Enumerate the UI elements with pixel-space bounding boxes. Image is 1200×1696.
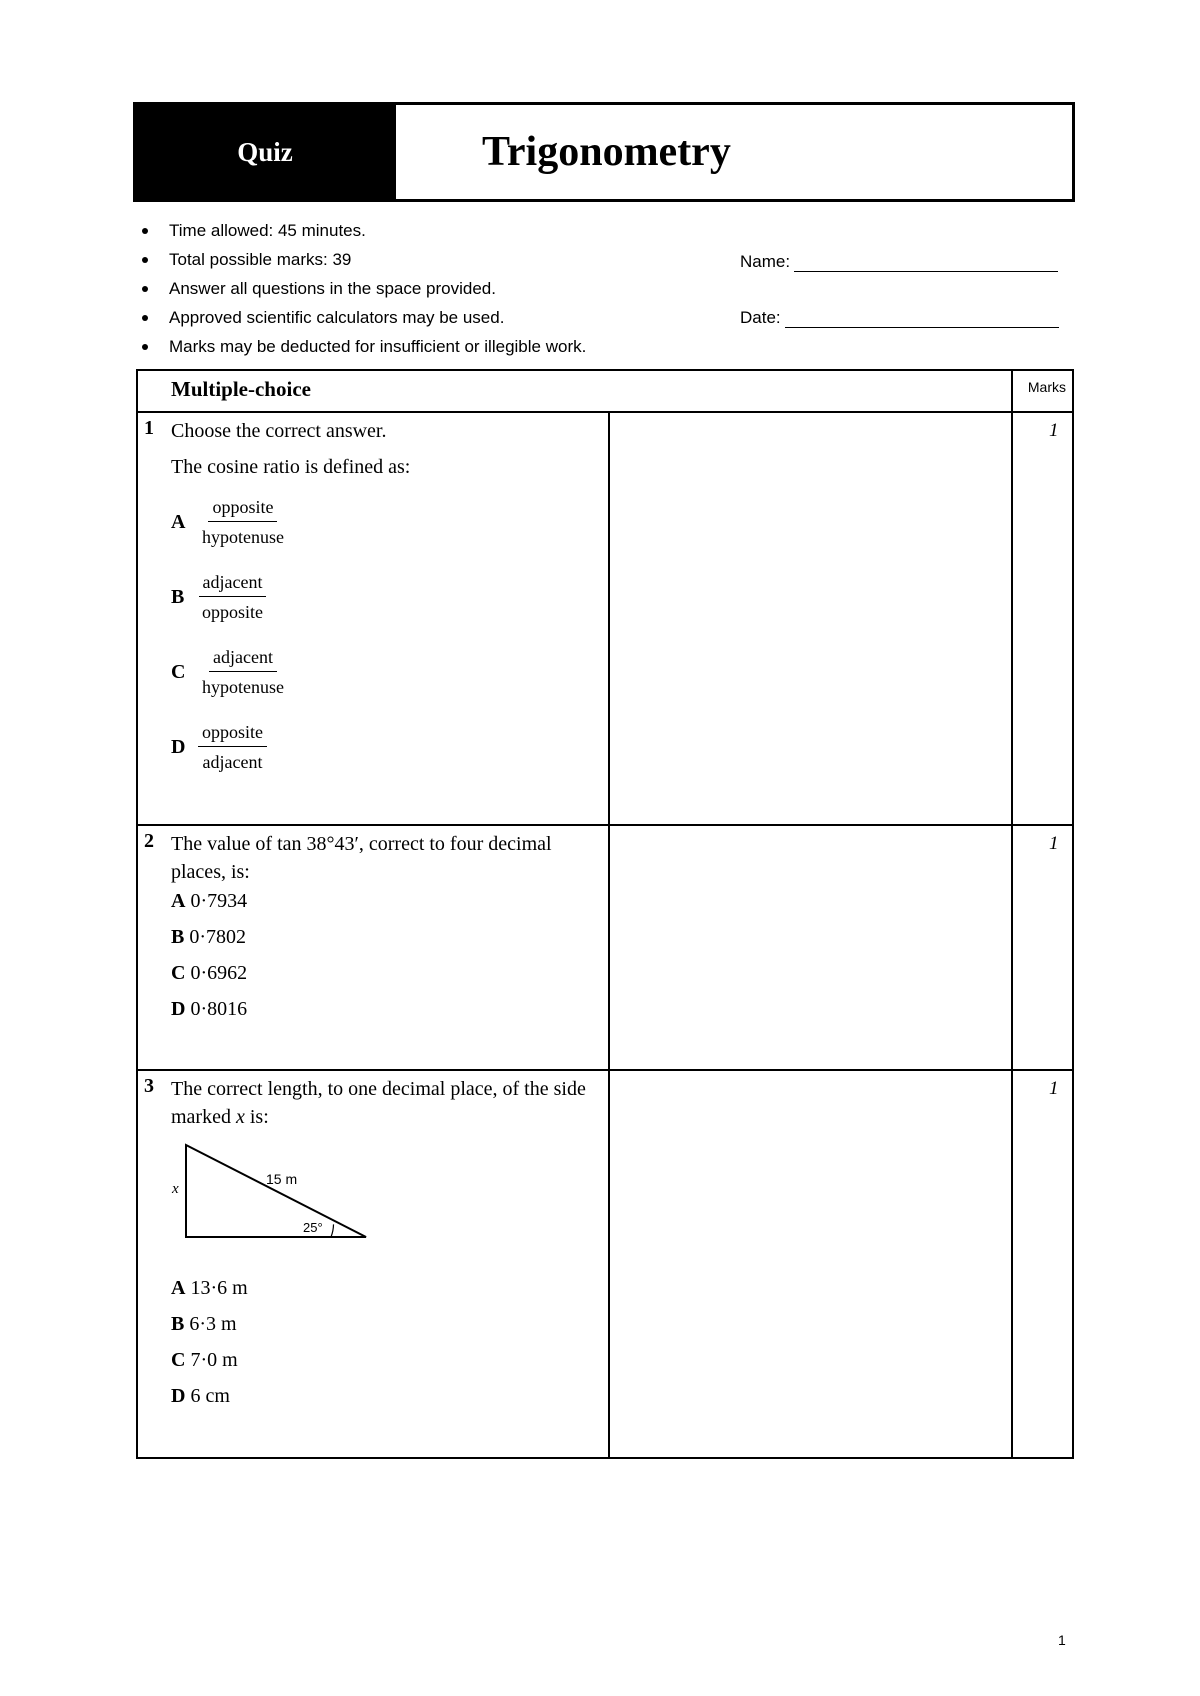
question-3-text-before: The correct length, to one decimal place, of the side marked (171, 1078, 586, 1128)
row-divider (138, 824, 1072, 826)
marks-column-header: Marks (1027, 379, 1066, 395)
name-line[interactable] (794, 253, 1058, 272)
instruction-item: Answer all questions in the space provided. (140, 274, 586, 303)
fraction (198, 570, 267, 624)
fraction-denominator: hypotenuse (202, 677, 284, 697)
answer-option-d[interactable] (171, 998, 247, 1021)
question-table (136, 369, 1074, 1459)
fraction-denominator: opposite (202, 602, 263, 622)
answer-option-d[interactable] (171, 1385, 230, 1408)
fraction-numerator: adjacent (209, 645, 277, 672)
section-title: Multiple-choice (171, 377, 311, 401)
answer-option-b[interactable] (171, 926, 246, 949)
answer-option-a[interactable] (171, 1277, 248, 1300)
date-label: Date: (740, 308, 781, 327)
date-line[interactable] (785, 309, 1059, 328)
fraction (198, 495, 288, 549)
option-letter: D (171, 1385, 186, 1407)
option-value: 0·7802 (189, 926, 247, 948)
option-value: 6·3 m (189, 1313, 237, 1335)
answer-option-c[interactable] (171, 645, 288, 699)
page-number: 1 (1058, 1632, 1066, 1648)
option-letter: A (171, 1277, 186, 1299)
answer-option-c[interactable] (171, 1349, 238, 1372)
right-triangle-shape (186, 1145, 366, 1237)
page-title: Trigonometry (394, 105, 1072, 199)
option-value: 13·6 m (190, 1277, 248, 1299)
fraction-denominator: adjacent (202, 752, 263, 772)
question-2-text: The value of tan 38°43′, correct to four decimal places, is: (171, 833, 552, 883)
option-letter: C (171, 962, 186, 984)
option-value: 0·6962 (190, 962, 248, 984)
diagram-hypotenuse-label: 15 m (266, 1171, 298, 1187)
option-value: 7·0 m (190, 1349, 238, 1371)
fraction-numerator: opposite (198, 720, 267, 747)
diagram-side-label: x (172, 1181, 179, 1197)
instruction-item: Total possible marks: 39 (140, 245, 586, 274)
question-number: 3 (144, 1075, 154, 1097)
option-value: 0·7934 (190, 890, 248, 912)
answer-option-b[interactable] (171, 570, 267, 624)
angle-arc (331, 1224, 334, 1237)
diagram-angle-label: 25° (303, 1220, 323, 1235)
answer-option-a[interactable] (171, 495, 288, 549)
fraction-denominator: hypotenuse (202, 527, 284, 547)
instructions-list (140, 216, 586, 361)
option-letter: A (171, 510, 186, 533)
question-3-text (171, 1075, 601, 1131)
option-letter: B (171, 926, 185, 948)
option-letter: B (171, 1313, 185, 1335)
answer-option-d[interactable] (171, 720, 267, 774)
option-letter: D (171, 998, 186, 1020)
fraction (198, 645, 288, 699)
quiz-header (133, 102, 1075, 202)
question-1-line: The cosine ratio is defined as: (171, 456, 411, 478)
marks-column-divider (1011, 371, 1013, 1457)
option-letter: C (171, 1349, 186, 1371)
instruction-item: Marks may be deducted for insufficient or illegible work. (140, 332, 586, 361)
question-mark: 1 (1049, 420, 1059, 441)
date-field[interactable] (740, 304, 1059, 328)
question-mark: 1 (1049, 1078, 1059, 1099)
answer-column-divider (608, 411, 610, 1457)
question-mark: 1 (1049, 833, 1059, 854)
fraction-numerator: opposite (208, 495, 277, 522)
instruction-item: Time allowed: 45 minutes. (140, 216, 586, 245)
row-divider (138, 411, 1072, 413)
question-3-variable: x (235, 1106, 245, 1128)
option-letter: C (171, 660, 186, 683)
question-number: 2 (144, 830, 154, 852)
instruction-item: Approved scientific calculators may be used. (140, 303, 586, 332)
option-letter: D (171, 735, 186, 758)
name-label: Name: (740, 252, 791, 271)
question-number: 1 (144, 417, 154, 439)
fraction-numerator: adjacent (199, 570, 267, 597)
option-value: 6 cm (190, 1385, 230, 1407)
answer-option-a[interactable] (171, 890, 247, 913)
option-letter: B (171, 585, 185, 608)
question-1-line: Choose the correct answer. (171, 420, 387, 442)
answer-option-c[interactable] (171, 962, 247, 985)
row-divider (138, 1069, 1072, 1071)
name-field[interactable] (740, 248, 1058, 272)
triangle-diagram (166, 1141, 386, 1241)
option-letter: A (171, 890, 186, 912)
answer-option-b[interactable] (171, 1313, 237, 1336)
fraction (198, 720, 267, 774)
question-3-text-after: is: (244, 1106, 269, 1128)
question-1-text (171, 417, 601, 481)
option-value: 0·8016 (190, 998, 248, 1020)
header-label: Quiz (136, 105, 394, 199)
